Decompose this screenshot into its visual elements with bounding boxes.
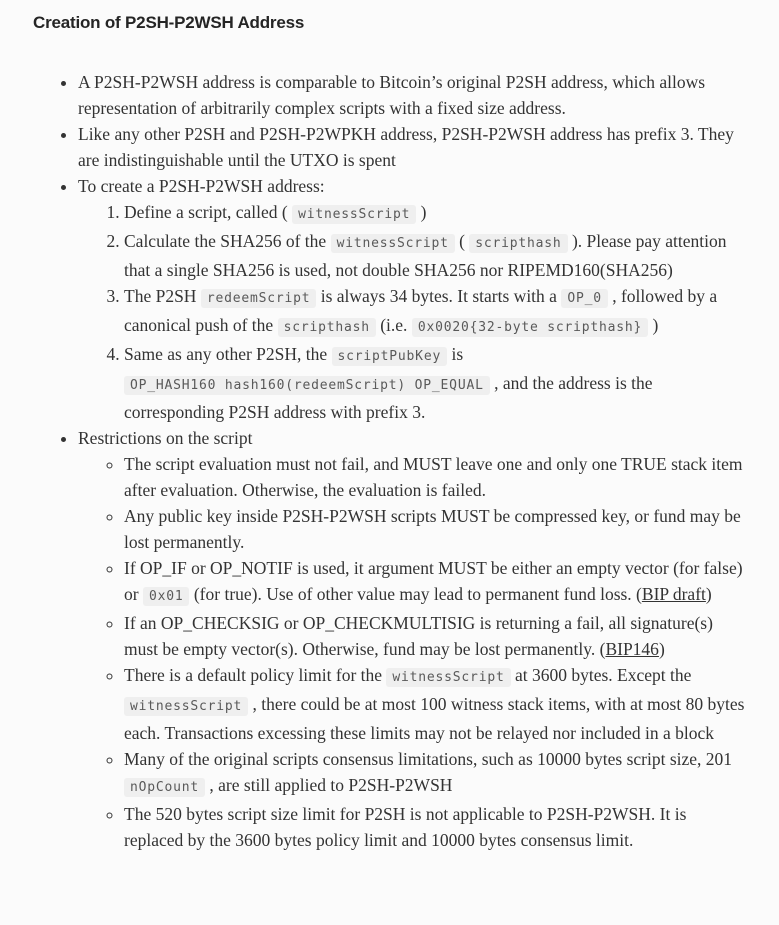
inline-code: nOpCount xyxy=(124,778,205,797)
circle-sublist xyxy=(78,451,749,853)
numbered-sublist xyxy=(78,199,749,425)
list-item: • Restrictions on the script ◦ The script evaluation must not fail, and MUST leave one and only one TRUE stack item after evaluation. Otherwise, the evaluation is failed. ◦ Any public key inside P2SH-P2WSH scripts MUST be compressed key, or fund may be lost permanently. ◦ If OP_IF or OP_NOTIF is used, it argument MUST be either an empty vector (for false) or 0x01 (for true). Use of other value may lead to permanent fund loss. (BIP draft) ◦ If an OP_CHECKSIG or OP_CHECKMULTISIG is returning a fail, all signature(s) must be empty vector(s). Otherwise, fund may be lost permanently. (BIP146) ◦ There is a default policy limit for the witnessScript at 3600 bytes. Except the witnessScript , there could be at most 100 witness stack items, with at most 80 bytes each. Transactions excessing these limits may not be relayed nor included in a block ◦ Many of the original scripts consensus limitations, such as 10000 bytes script size, 201 nOpCount , are still applied to P2SH-P2WSH ◦ The 520 bytes script size limit for P2SH is not applicable to P2SH-P2WSH. It is replaced by the 3600 bytes policy limit and 10000 bytes consensus limit. xyxy=(78,425,749,853)
inline-code: witnessScript xyxy=(386,668,510,687)
list-item: • Like any other P2SH and P2SH-P2WPKH address, P2SH-P2WSH address has prefix 3. They are indistinguishable until the UTXO is spent xyxy=(78,121,749,173)
sub-list-item: 1. Define a script, called ( witnessScript ) xyxy=(124,199,749,228)
sub-list-item: ◦ Many of the original scripts consensus limitations, such as 10000 bytes script size, 201 nOpCount , are still applied to P2SH-P2WSH xyxy=(124,746,749,801)
inline-code: scriptPubKey xyxy=(332,347,448,366)
link-bip-draft[interactable]: BIP draft xyxy=(641,584,706,604)
list-item: • A P2SH-P2WSH address is comparable to Bitcoin’s original P2SH address, which allows representation of arbitrarily complex scripts with a fixed size address. xyxy=(78,69,749,121)
main-bullet-list xyxy=(33,69,749,853)
inline-code: OP_0 xyxy=(561,289,608,308)
inline-code: redeemScript xyxy=(201,289,317,308)
inline-code: witnessScript xyxy=(331,234,455,253)
inline-code: witnessScript xyxy=(124,697,248,716)
sub-list-item: ◦ The script evaluation must not fail, and MUST leave one and only one TRUE stack item after evaluation. Otherwise, the evaluation is failed. xyxy=(124,451,749,503)
sub-list-item: 2. Calculate the SHA256 of the witnessScript ( scripthash ). Please pay attention that a single SHA256 is used, not double SHA256 nor RIPEMD160(SHA256) xyxy=(124,228,749,283)
inline-code: scripthash xyxy=(469,234,567,253)
link-bip146[interactable]: BIP146 xyxy=(605,639,659,659)
inline-code: witnessScript xyxy=(292,205,416,224)
inline-code: 0x01 xyxy=(143,587,190,606)
sub-list-item: ◦ If an OP_CHECKSIG or OP_CHECKMULTISIG is returning a fail, all signature(s) must be empty vector(s). Otherwise, fund may be lost permanently. (BIP146) xyxy=(124,610,749,662)
inline-code: 0x0020{32-byte scripthash} xyxy=(412,318,648,337)
sub-list-item: ◦ Any public key inside P2SH-P2WSH scripts MUST be compressed key, or fund may be lost permanently. xyxy=(124,503,749,555)
list-item: • To create a P2SH-P2WSH address: 1. Define a script, called ( witnessScript ) 2. Calculate the SHA256 of the witnessScript ( scripthash ). Please pay attention that a single SHA256 is used, not double SHA256 nor RIPEMD160(SHA256) 3. The P2SH redeemScript is always 34 bytes. It starts with a OP_0 , followed by a canonical push of the scripthash (i.e. 0x0020{32-byte scripthash} ) 4. Same as any other P2SH, the scriptPubKey is OP_HASH160 hash160(redeemScript) OP_EQUAL , and the address is the corresponding P2SH address with prefix 3. xyxy=(78,173,749,425)
sub-list-item: ◦ The 520 bytes script size limit for P2SH is not applicable to P2SH-P2WSH. It is replaced by the 3600 bytes policy limit and 10000 bytes consensus limit. xyxy=(124,801,749,853)
sub-list-item: ◦ If OP_IF or OP_NOTIF is used, it argument MUST be either an empty vector (for false) or 0x01 (for true). Use of other value may lead to permanent fund loss. (BIP draft) xyxy=(124,555,749,610)
inline-code: scripthash xyxy=(278,318,376,337)
page-title: Creation of P2SH-P2WSH Address xyxy=(33,13,305,32)
inline-code: OP_HASH160 hash160(redeemScript) OP_EQUAL xyxy=(124,376,490,395)
sub-list-item: ◦ There is a default policy limit for the witnessScript at 3600 bytes. Except the witnessScript , there could be at most 100 witness stack items, with at most 80 bytes each. Transactions excessing these limits may not be relayed nor included in a block xyxy=(124,662,749,746)
sub-list-item: 3. The P2SH redeemScript is always 34 bytes. It starts with a OP_0 , followed by a canonical push of the scripthash (i.e. 0x0020{32-byte scripthash} ) xyxy=(124,283,749,341)
sub-list-item: 4. Same as any other P2SH, the scriptPubKey is OP_HASH160 hash160(redeemScript) OP_EQUAL , and the address is the corresponding P2SH address with prefix 3. xyxy=(124,341,749,425)
